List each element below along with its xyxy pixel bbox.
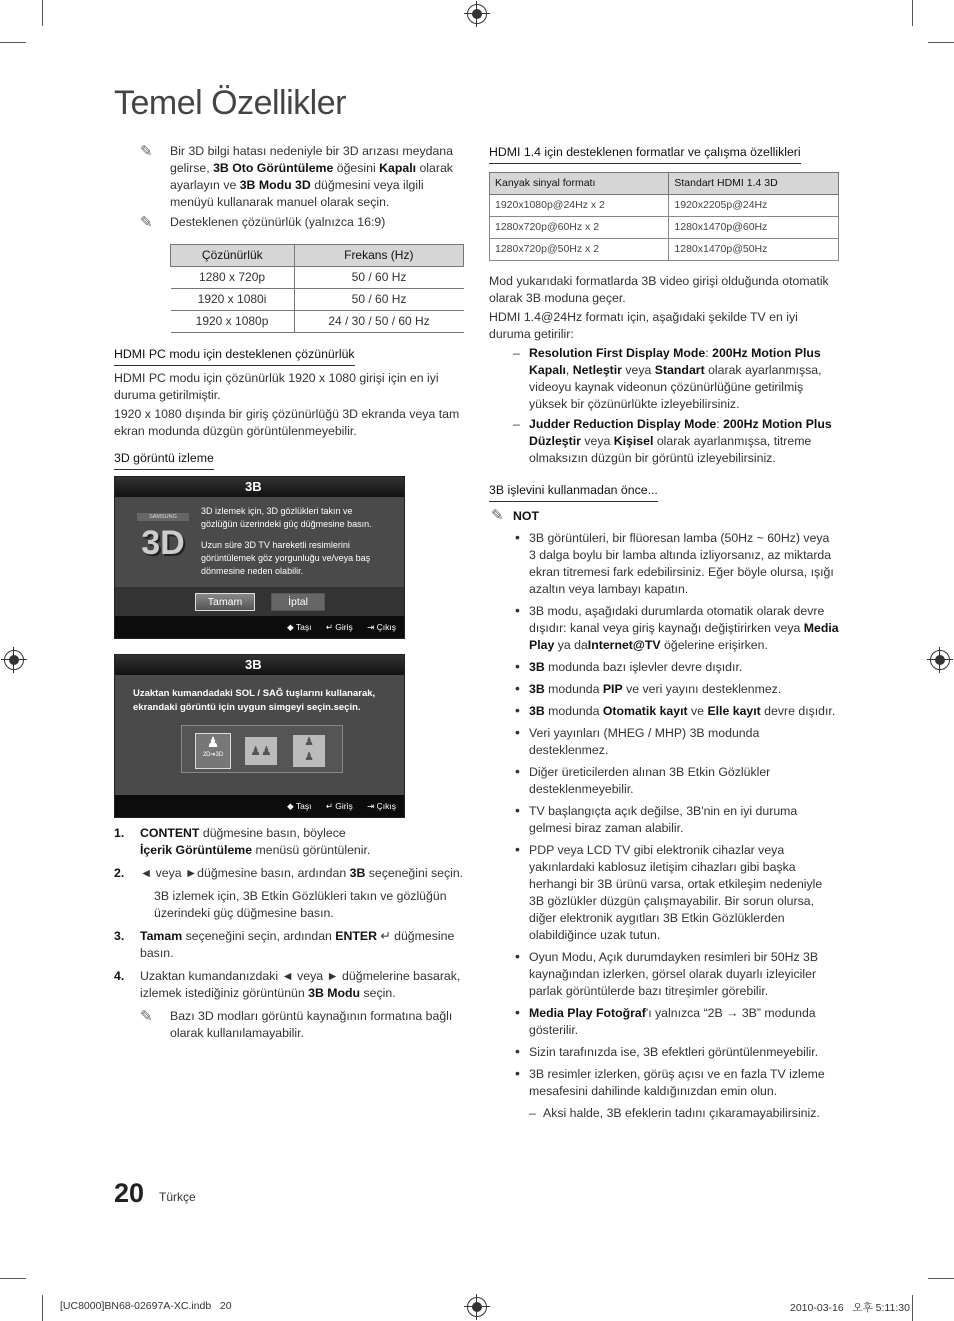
3d-logo-icon: SAMSUNG 3D [137,513,189,571]
osd-title: 3B [115,477,404,497]
crop-mark [42,1295,43,1321]
list-item: • Diğer üreticilerden alınan 3B Etkin Gözlükler desteklenmeyebilir. [489,764,839,798]
pencil-note-icon: ✎ [140,143,153,160]
move-hint: ◆ Taşı [287,622,312,632]
hdmi-pc-section: HDMI PC modu için desteklenen çözünürlük HDMI PC modu için çözünürlük 1920 x 1080 girişi için en iyi duruma getirilmiştir. 1920 x 1080 dışında bir giriş çözünürlüğü 3D ekranda veya tam ekran modunda düzgün görüntülenmeyebilir. [114,347,460,438]
steps-list [114,825,464,1042]
table-row: 1280x720p@50Hz x 2 1280x1470p@50Hz [490,239,839,261]
registration-mark-icon [467,1297,487,1317]
crop-mark [0,42,26,43]
list-item: • 3B modunda bazı işlevler devre dışıdır. [489,659,839,676]
page-language: Türkçe [159,1190,196,1204]
page-number: 20 [114,1178,145,1208]
list-item: • TV başlangıçta açık değilse, 3B'nin en iyi duruma gelmesi biraz zaman alabilir. [489,803,839,837]
table-header: Kanyak sinyal formatı [490,173,669,195]
table-row: 1920 x 1080p 24 / 30 / 50 / 60 Hz [171,311,464,333]
table-header: Frekans (Hz) [294,245,463,267]
pencil-note-icon: ✎ [491,507,504,524]
list-item: • Veri yayınları (MHEG / MHP) 3B modunda desteklenmez. [489,725,839,759]
enter-hint: ↵ Giriş [325,622,353,632]
section-heading: HDMI PC modu için desteklenen çözünürlük [114,346,355,366]
crop-mark [928,1278,954,1279]
bullet-list [489,530,839,1122]
list-item: 4. Uzaktan kumandanızdaki ◄ veya ► düğmelerine basarak, izlemek istediğiniz görüntünün 3B Modu seçin. [114,969,461,1000]
osd-footer [115,616,404,638]
list-item: – Resolution First Display Mode: 200Hz Motion Plus Kapalı, Netleştir veya Standart olarak ayarlanmışsa, videoyu kaynak videonun çözünürlüğüne getirilmiş yüksek bir çözünürlükte izleyebilirsiniz. [513,346,822,411]
ok-button[interactable]: Tamam [195,593,255,611]
list-item: 3B izlemek için, 3B Etkin Gözlükleri takın ve gözlüğün üzerindeki güç düğmesine basın. [154,889,447,920]
side-by-side-mode-icon[interactable]: ♟♟ [245,737,277,765]
crop-mark [0,1278,26,1279]
page-title: Temel Özellikler [114,84,346,122]
note-text: Bir 3D bilgi hatası nedeniyle bir 3D arızası meydana gelirse, 3B Oto Görüntüleme öğesini Kapalı olarak ayarlayın ve 3B Modu 3D düğmesini veya ilgili menüyü kullanarak manuel olarak seçin. [170,144,453,209]
table-row: 1280x720p@60Hz x 2 1280x1470p@60Hz [490,217,839,239]
pencil-note-icon: ✎ [140,214,153,231]
list-item: • 3B modunda Otomatik kayıt ve Elle kayıt devre dışıdır. [489,703,839,720]
view-section-heading-wrap [114,450,464,470]
list-item: • Sizin tarafınızda ise, 3B efektleri görüntülenmeyebilir. [489,1044,839,1061]
osd-3d-dialog: 3B SAMSUNG 3D 3D izlemek için, 3D gözlükleri takın ve gözlüğün üzerindeki güç düğmesine basın. Uzun süre 3D TV hareketli resimlerini görüntülemek göz yorgunluğu ve/veya baş dönmesine neden olabilir. Tamam İptal ◆ Taşı ↵ Giriş ⇥ Çıkış [114,476,405,639]
note-supported-resolution: ✎ Desteklenen çözünürlük (yalnızca 16:9) [140,214,386,231]
hdmi14-table [489,172,839,261]
crop-mark [912,1295,913,1321]
section-heading: HDMI 1.4 için desteklenen formatlar ve çalışma özellikleri [489,144,801,164]
list-item: • 3B modu, aşağıdaki durumlarda otomatik olarak devre dışıdır: kanal veya giriş kaynağı değiştirirken veya Media Play ya daInternet@TV öğelerine erişirken. [489,603,839,654]
list-item: 1. CONTENT düğmesine basın, böylece İçerik Görüntüleme menüsü görüntülenir. [114,826,371,857]
left-column-top [114,143,464,333]
list-item: • 3B modunda PIP ve veri yayını desteklenmez. [489,681,839,698]
list-item: • Oyun Modu, Açık durumdayken resimleri bir 50Hz 3B kaynağından izlerken, görsel olarak duyarlı izleyiciler parlak görüntülerde bazı titreşimler görebilir. [489,949,839,1000]
2d-to-3d-mode-icon[interactable]: ♟ 2D➔3D [195,733,231,769]
section-heading: 3D görüntü izleme [114,450,214,470]
table-row: 1280 x 720p 50 / 60 Hz [171,267,464,289]
list-item: • 3B görüntüleri, bir flüoresan lamba (50Hz ~ 60Hz) veya 3 dalga boylu bir lamba altında izliyorsanız, az miktarda ekran titremesi fark edebilirsiniz. Eğer böyle olursa, ışığı azaltın veya lambayı kapatın. [489,530,839,598]
registration-mark-icon [930,650,950,670]
list-item: – Aksi halde, 3B efeklerin tadını çıkaramayabilirsiniz. [529,1106,820,1120]
section-heading: 3B işlevini kullanmadan önce... [489,482,658,502]
osd-title: 3B [115,655,404,675]
exit-hint: ⇥ Çıkış [367,622,396,632]
exit-hint: ⇥ Çıkış [367,801,396,811]
registration-mark-icon [467,4,487,24]
footer-date: 2010-03-16 오후 5:11:30 [790,1302,910,1314]
list-item: • 3B resimler izlerken, görüş açısı ve en fazla TV izleme mesafesini dahilinde kaldığınızdan emin olun. [489,1066,839,1100]
registration-mark-icon [4,650,24,670]
resolution-table [170,244,464,333]
list-item: • Media Play Fotoğraf'ı yalnızca “2B → 3B” modunda gösterilir. [489,1005,839,1039]
top-bottom-mode-icon[interactable]: ♟ ♟ [293,735,325,767]
list-item: 3. Tamam seçeneğini seçin, ardından ENTER ↵ düğmesine basın. [114,929,455,960]
cancel-button[interactable]: İptal [271,593,325,611]
list-item: • PDP veya LCD TV gibi elektronik cihazlar veya yakınlardaki kablosuz iletişim cihazları gibi başka herhangi bir 3B ürünü varsa, ortak etkileşim nedeniyle 3B gözlükler düzgün çalışmayabilir. Bir sorun olursa, diğer elektronik aygıtları 3B Etkin Gözlüklerden olabildiğince uzak tutun. [489,842,839,944]
table-row: 1920x1080p@24Hz x 2 1920x2205p@24Hz [490,195,839,217]
crop-mark [928,42,954,43]
table-row: 1920 x 1080i 50 / 60 Hz [171,289,464,311]
right-column: HDMI 1.4 için desteklenen formatlar ve çalışma özellikleri Kanyak sinyal formatı Standart HDMI 1.4 3D 1920x1080p@24Hz x 2 1920x2205p@24Hz 1280x720p@60Hz x 2 1280x1470p@60Hz 1280x720p@50Hz x 2 1280x1470p@50Hz Mod yukarıdaki formatlarda 3B video girişi olduğunda otomatik olarak 3B moduna geçer. HDMI 1.4@24Hz formatı için, aşağıdaki şekilde TV en iyi duruma getirilir: – Resolution First Display Mode: 200Hz Motion Plus Kapalı, Netleştir veya Standart olarak ayarlanmışsa, videoyu kaynak videonun çözünürlüğüne getirilmiş yüksek bir çözünürlükte izleyebilirsiniz. – Judder Reduction Display Mode: 200Hz Motion Plus Düzleştir veya Kişisel olarak ayarlanmışsa, titreme olmaksızın düzgün bir görüntü izleyebilirsiniz. 3B işlevini kullanmadan önce... ✎ NOT • 3B görüntüleri, bir flüoresan lamba (50Hz ~ 60Hz) veya 3 dalga boylu bir lamba altında izliyorsanız, az miktarda ekran titremesi fark edebilirsiniz. Eğer böyle olursa, ışığı azaltın veya lambayı kapatın. • 3B modu, aşağıdaki durumlarda otomatik olarak devre dışıdır: kanal veya giriş kaynağı değiştirirken veya Media Play ya daInternet@TV öğelerine erişirken. • 3B modunda bazı işlevler devre dışıdır. • 3B modunda PIP ve veri yayını desteklenmez. • 3B modunda Otomatik kayıt ve Elle kayıt devre dışıdır. • Veri yayınları (MHEG / MHP) 3B modunda desteklenmez. • Diğer üreticilerden alınan 3B Etkin Gözlükler desteklenmeyebilir. • TV başlangıçta açık değilse, 3B'nin en iyi duruma gelmesi biraz zaman alabilir. • PDP veya LCD TV gibi elektronik cihazlar veya yakınlardaki kablosuz iletişim cihazları gibi başka herhangi bir 3B ürünü varsa, ortak etkileşim nedeniyle 3B gözlükler düzgün çalışmayabilir. Bir sorun olursa, diğer elektronik aygıtları 3B Etkin Gözlüklerden olabildiğince uzak tutun. • Oyun Modu, Açık durumdayken resimleri bir 50Hz 3B kaynağından izlerken, görsel olarak duyarlı izleyiciler parlak görüntülerde bazı titreşimler görebilir. • Media Play Fotoğraf'ı yalnızca “2B → 3B” modunda gösterilir. • Sizin tarafınızda ise, 3B efektleri görüntülenmeyebilir. • 3B resimler izlerken, görüş açısı ve en fazla TV izleme mesafesini dahilinde kaldığınızdan emin olun. – Aksi halde, 3B efeklerin tadını çıkaramayabilirsiniz. [489,144,839,1125]
note-3d-modes: ✎ Bazı 3D modları görüntü kaynağının formatına bağlı olarak kullanılamayabilir. [140,1008,453,1040]
not-heading: ✎ NOT [491,507,539,524]
crop-mark [42,0,43,26]
note-3d-error [114,143,464,211]
list-item: – Judder Reduction Display Mode: 200Hz Motion Plus Düzleştir veya Kişisel olarak ayarlanmışsa, titreme olmaksızın düzgün bir görüntü izleyebilirsiniz. [513,417,832,465]
osd-footer [115,795,404,817]
table-header: Standart HDMI 1.4 3D [669,173,839,195]
crop-mark [912,0,913,26]
footer-file: [UC8000]BN68-02697A-XC.indb 20 [60,1300,232,1312]
list-item: 2. ◄ veya ►düğmesine basın, ardından 3B seçeneğini seçin. [114,866,464,880]
table-header: Çözünürlük [171,245,295,267]
osd-3d-mode-select: 3B Uzaktan kumandadaki SOL / SAĞ tuşlarını kullanarak, ekrandaki görüntü için uygun simgeyi seçin.seçin. ♟ 2D➔3D ♟♟ ♟ ♟ ◆ Taşı ↵ Giriş ⇥ Çıkış [114,654,405,818]
pencil-note-icon: ✎ [140,1008,153,1025]
enter-hint: ↵ Giriş [325,801,353,811]
move-hint: ◆ Taşı [287,801,312,811]
